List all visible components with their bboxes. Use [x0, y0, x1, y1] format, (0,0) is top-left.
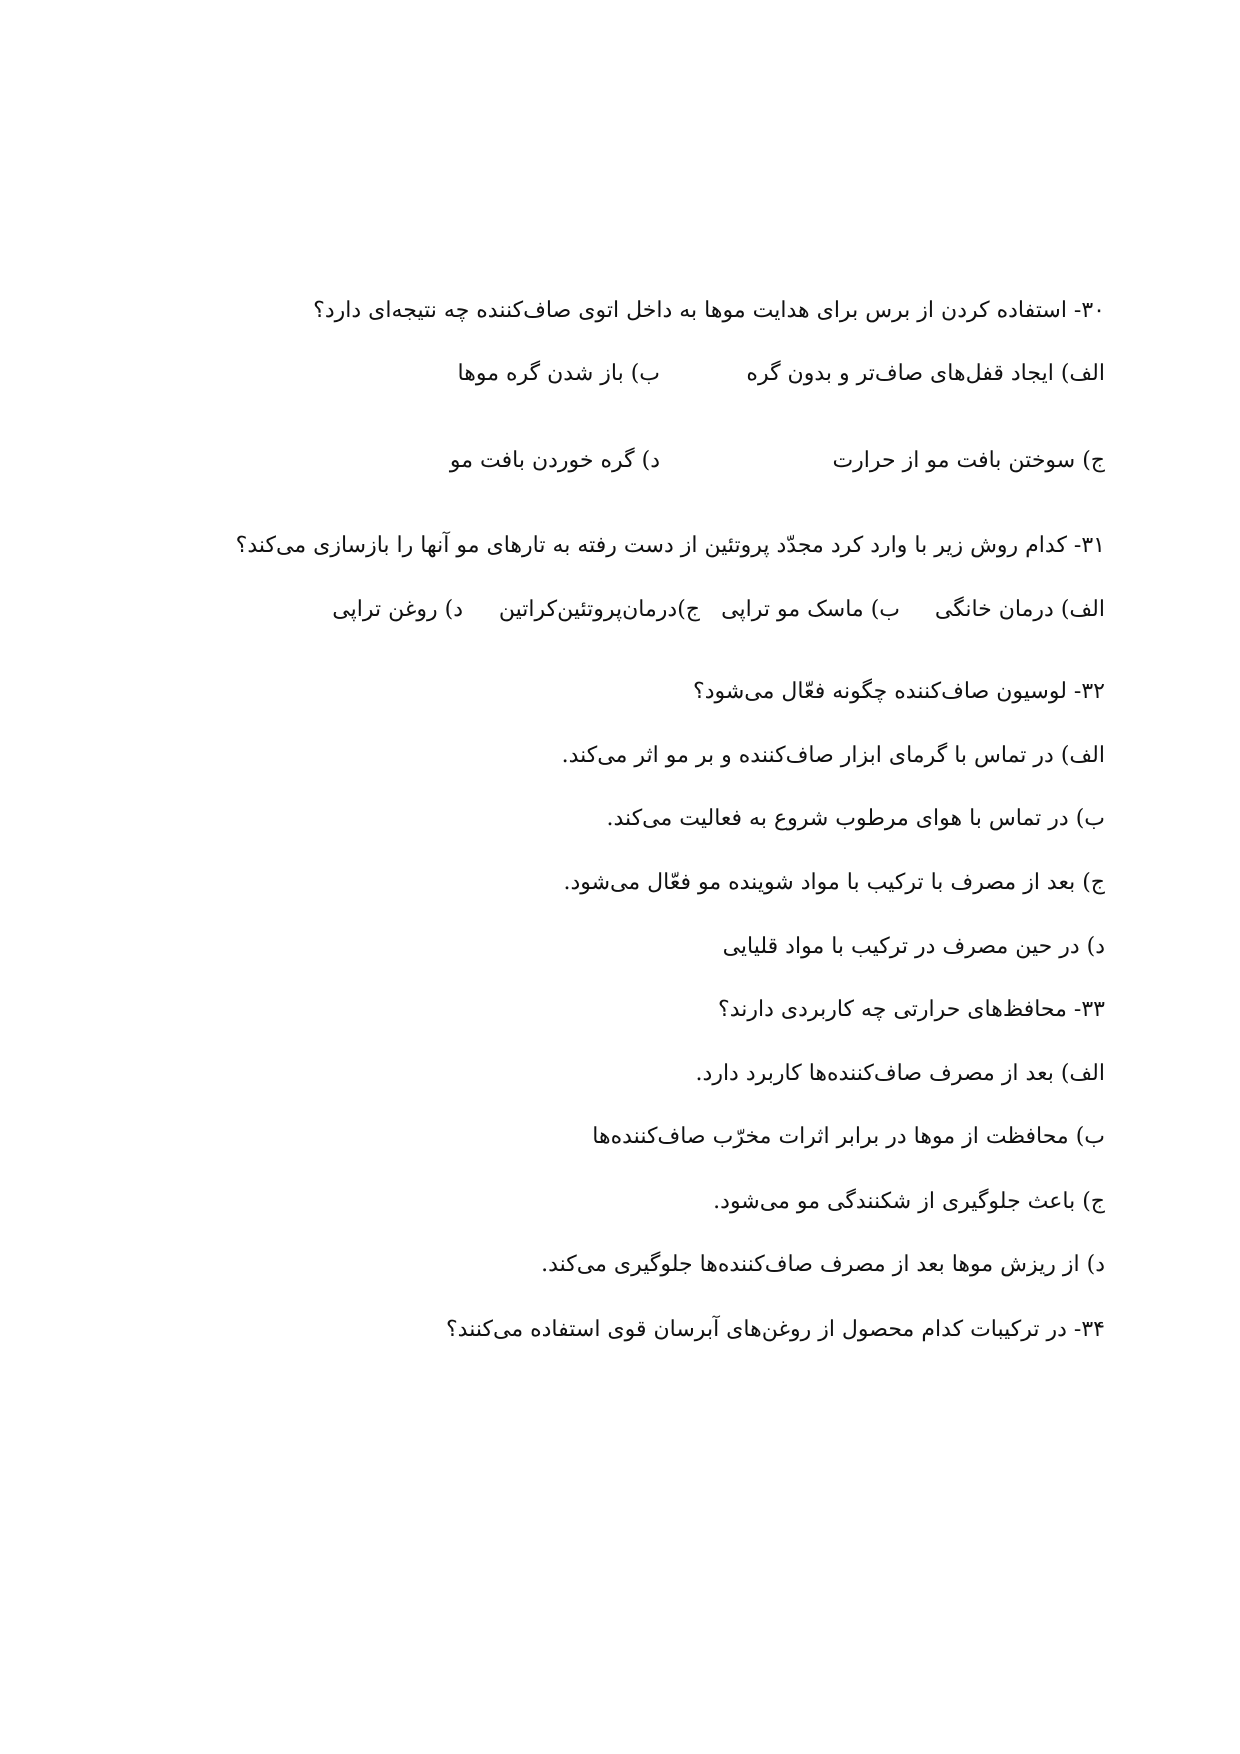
option-31-a: الف) درمان خانگی: [934, 597, 1105, 622]
question-34: ۳۴- در ترکیبات کدام محصول از روغن‌های آبرسان قوی استفاده می‌کنند؟: [446, 1317, 1105, 1342]
option-30-a: الف) ایجاد قفل‌های صاف‌تر و بدون گره: [746, 361, 1105, 386]
option-31-d: د) روغن تراپی: [332, 597, 463, 622]
option-32-b: ب) در تماس با هوای مرطوب شروع به فعالیت می‌کند.: [606, 806, 1105, 831]
question-33: ۳۳- محافظ‌های حرارتی چه کاربردی دارند؟: [718, 997, 1105, 1022]
option-33-b: ب) محافظت از موها در برابر اثرات مخرّب صاف‌کننده‌ها: [592, 1124, 1105, 1149]
option-33-a: الف) بعد از مصرف صاف‌کننده‌ها کاربرد دارد.: [695, 1061, 1105, 1086]
option-32-a: الف) در تماس با گرمای ابزار صاف‌کننده و بر مو اثر می‌کند.: [561, 743, 1105, 768]
question-30: ۳۰- استفاده کردن از برس برای هدایت موها به داخل اتوی صاف‌کننده چه نتیجه‌ای دارد؟: [313, 298, 1105, 323]
option-32-c: ج) بعد از مصرف با ترکیب با مواد شوینده مو فعّال می‌شود.: [563, 870, 1105, 895]
option-30-d: د) گره خوردن بافت مو: [449, 448, 660, 473]
option-33-d: د) از ریزش موها بعد از مصرف صاف‌کننده‌ها جلوگیری می‌کند.: [541, 1252, 1105, 1277]
option-30-b: ب) باز شدن گره موها: [457, 361, 660, 386]
option-31-c: ج)درمان‌پروتئین‌کراتین: [498, 597, 700, 622]
option-30-c: ج) سوختن بافت مو از حرارت: [832, 448, 1105, 473]
option-32-d: د) در حین مصرف در ترکیب با مواد قلیایی: [722, 934, 1105, 959]
option-31-b: ب) ماسک مو تراپی: [721, 597, 900, 622]
question-32: ۳۲- لوسیون صاف‌کننده چگونه فعّال می‌شود؟: [693, 679, 1105, 704]
question-31: ۳۱- کدام روش زیر با وارد کرد مجدّد پروتئین از دست رفته به تارهای مو آنها را بازسازی می‌کند؟: [235, 533, 1105, 558]
option-33-c: ج) باعث جلوگیری از شکنندگی مو می‌شود.: [713, 1189, 1105, 1214]
